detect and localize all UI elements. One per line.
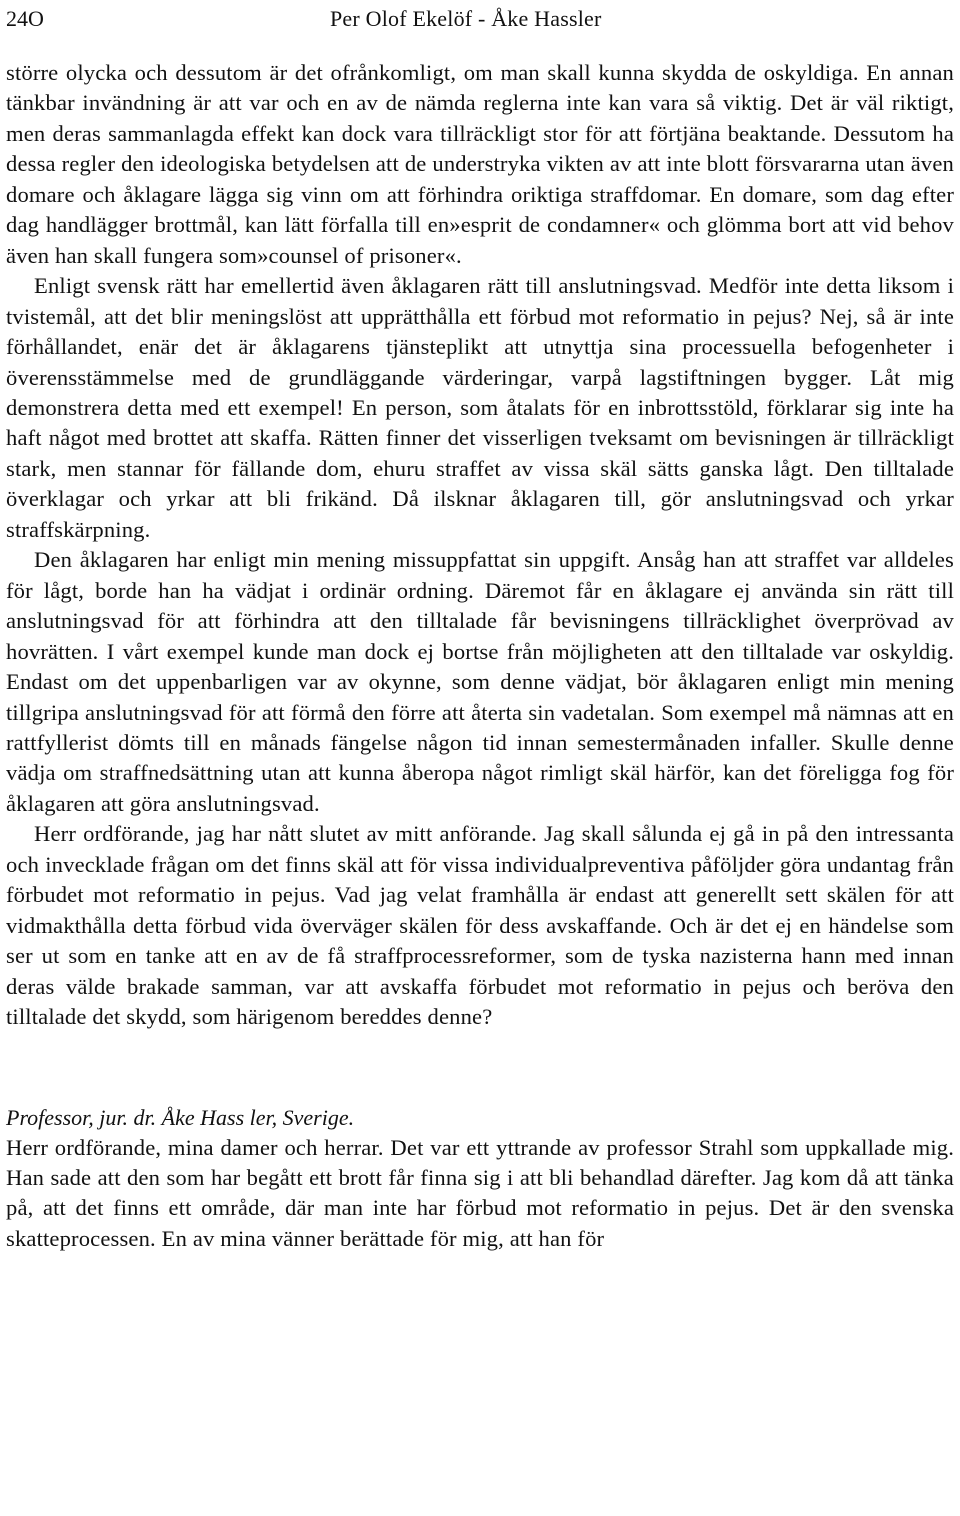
running-head: Per Olof Ekelöf - Åke Hassler — [330, 6, 602, 31]
paragraph: Herr ordförande, jag har nått slutet av mitt anförande. Jag skall sålunda ej gå in på den intressanta och invecklade frågan om det finns skäl att för vissa individualpreventiva påföljder göra undantag från förbudet mot reformatio in pejus. Vad jag velat framhålla är endast att generellt sett skälen för att vidmakthålla detta förbud vida överväger skälen för dess avskaffande. Och är det ej en händelse som ser ut som en tanke att en av de få straffprocessreformer, som de tyska nazisterna hann med innan deras välde brakade samman, var att avskaffa förbudet mot reformatio in pejus och beröva den tilltalade det skydd, som härigenom bereddes denne? — [6, 821, 954, 1030]
main-text — [6, 58, 954, 1033]
paragraph: Enligt svensk rätt har emellertid även åklagaren rätt till anslutningsvad. Medför inte detta liksom i tvistemål, att det blir meningslöst att upprätthålla ett förbud mot reformatio in pejus? Nej, så är inte förhållandet, enär det är åklagarens tjänsteplikt att utnyttja sina processuella befogenheter i överensstämmelse med de grundläggande värderingar, varpå lagstiftningen bygger. Låt mig demonstrera detta med ett exempel! En person, som åtalats för en inbrottsstöld, förklarar sig inte ha haft något med brottet att skaffa. Rätten finner det visserligen tveksamt om bevisningen är tillräckligt stark, men stannar för fällande dom, ehuru straffet av vissa skäl sätts ganska lågt. Den tilltalade överklagar och yrkar att bli frikänd. Då ilsknar åklagaren till, gör anslutningsvad och yrkar straffskärpning. — [6, 273, 954, 542]
speech-paragraph: Herr ordförande, mina damer och herrar. Det var ett yttrande av professor Strahl som uppkallade mig. Han sade att den som har begått ett brott får finna sig i att bli behandlad därefter. Jag kom då att tänka på, att det finns ett område, där man inte har förbud mot reformatio in pejus. Det är den svenska skatteprocessen. En av mina vänner berättade för mig, att han för — [6, 1134, 954, 1251]
page-header — [6, 0, 954, 34]
paragraph: större olycka och dessutom är det ofrånkomligt, om man skall kunna skydda de oskyldiga. En annan tänkbar invändning är att var och en av de nämda reglerna inte kan vara så viktig. Det är väl riktigt, men deras sammanlagda effekt kan dock vara tillräckligt stor för att förtjäna beaktande. Dessutom ha dessa regler den ideologiska betydelsen att de understryka vikten av att inte blott försvararna utan även domare och åklagare lägga sig vinn om att förhindra oriktiga straffdomar. En domare, som dag efter dag handlägger brottmål, kan lätt förfalla till en»esprit de condamner« och glömma bort att vid behov även han skall fungera som»counsel of prisoner«. — [6, 60, 954, 268]
page-number: 24O — [6, 6, 44, 31]
document-page — [6, 0, 954, 1254]
paragraph: Den åklagaren har enligt min mening missuppfattat sin uppgift. Ansåg han att straffet var alldeles för lågt, borde han ha vädjat i ordinär ordning. Däremot får en åklagare ej använda sin rätt till anslutningsvad för att förhindra att den tilltalade får bevisningens tillräcklighet överprövad av hovrätten. I vårt exempel kunde man dock ej bortse från möjligheten att den tilltalade var oskyldig. Endast om det uppenbarligen var av okynne, som denne vädjat, bör åklagaren enligt min mening tillgripa anslutningsvad för att förmå den förre att återta sin vadetalan. Som exempel må nämnas att en rattfyllerist dömts till en månads fängelse någon tid innan semestermånaden infaller. Skulle denne vädja om straffnedsättning utan att kunna åberopa något rimligt skäl härför, kan det föreligga fog för åklagaren att göra anslutningsvad. — [6, 547, 954, 816]
speaker-heading: Professor, jur. dr. Åke Hass ler, Sverige. — [6, 1104, 355, 1130]
